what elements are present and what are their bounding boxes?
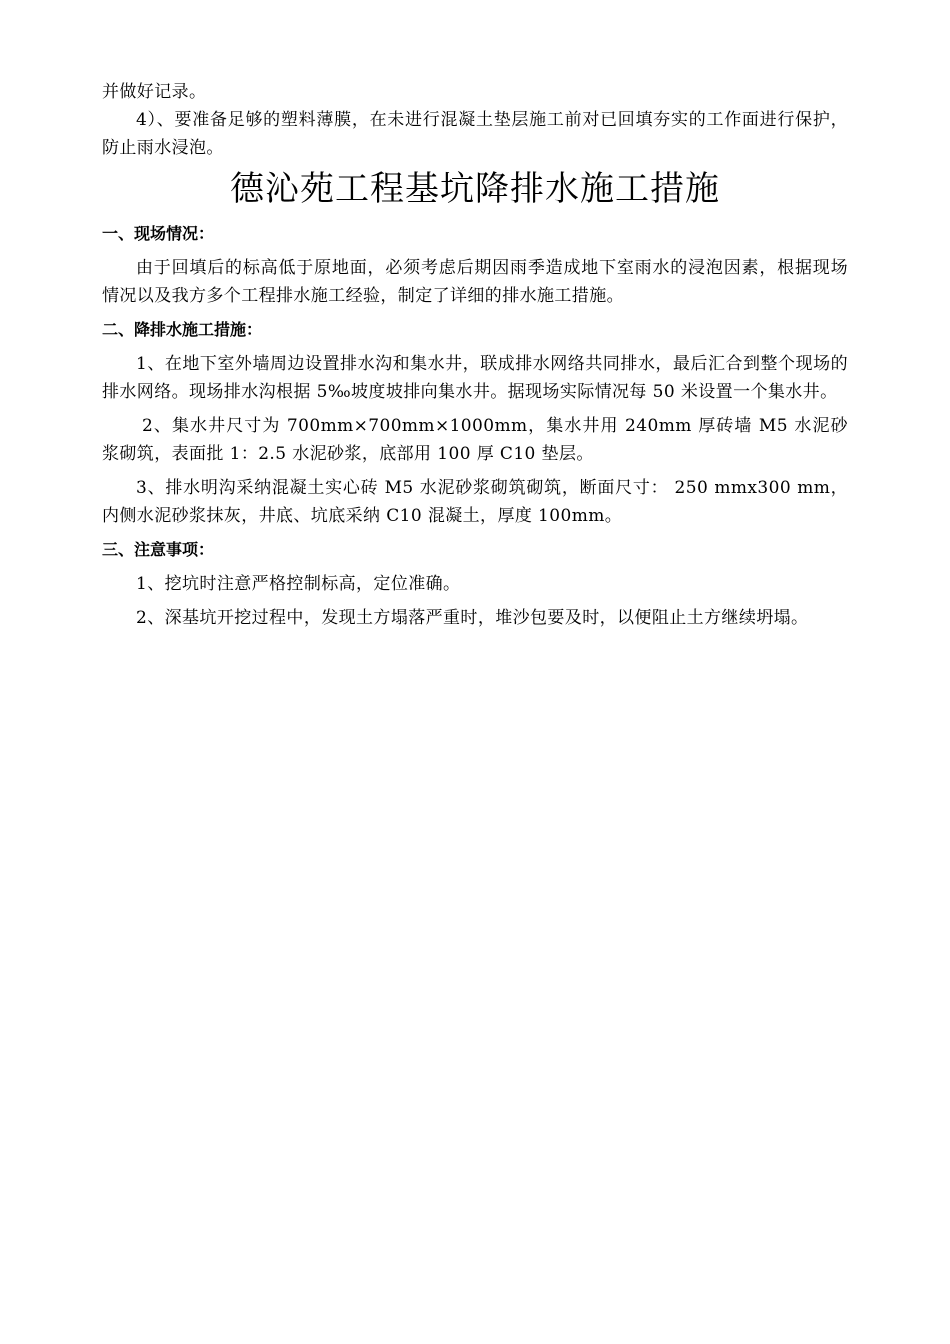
section-heading: 三、注意事项：: [102, 540, 215, 559]
section-paragraph: 1、挖坑时注意严格控制标高，定位准确。: [136, 574, 461, 594]
section-paragraph: 2、集水井尺寸为 700mm×700mm×1000mm，集水井用 240mm 厚砖墙 M5 水泥砂浆砌筑，表面批 1：2.5 水泥砂浆，底部用 100 厚 C10 垫层。: [102, 416, 848, 464]
section-heading: 二、降排水施工措施：: [102, 320, 263, 339]
section-paragraph: 由于回填后的标高低于原地面，必须考虑后期因雨季造成地下室雨水的浸泡因素，根据现场情况以及我方多个工程排水施工经验，制定了详细的排水施工措施。: [102, 258, 848, 306]
intro-line: 并做好记录。: [102, 82, 207, 102]
document-title: 德沁苑工程基坑降排水施工措施: [230, 169, 720, 209]
section-heading: 一、现场情况：: [102, 224, 215, 243]
section-drainage-measures: [102, 316, 848, 530]
section-precautions: [102, 536, 848, 632]
document-page: [102, 78, 848, 638]
section-site-conditions: [102, 220, 848, 310]
section-paragraph: 1、在地下室外墙周边设置排水沟和集水井，联成排水网络共同排水，最后汇合到整个现场的排水网络。现场排水沟根据 5‰坡度坡排向集水井。据现场实际情况每 50 米设置一个集水井。: [102, 354, 848, 402]
section-paragraph: 2、深基坑开挖过程中，发现土方塌落严重时，堆沙包要及时，以便阻止土方继续坍塌。: [136, 608, 809, 628]
section-paragraph: 3、排水明沟采纳混凝土实心砖 M5 水泥砂浆砌筑砌筑，断面尺寸： 250 mmx300 mm，内侧水泥砂浆抹灰，井底、坑底采纳 C10 混凝土，厚度 100mm。: [102, 478, 848, 526]
intro-item-4: 4）、要准备足够的塑料薄膜，在未进行混凝土垫层施工前对已回填夯实的工作面进行保护，防止雨水浸泡。: [102, 110, 848, 158]
